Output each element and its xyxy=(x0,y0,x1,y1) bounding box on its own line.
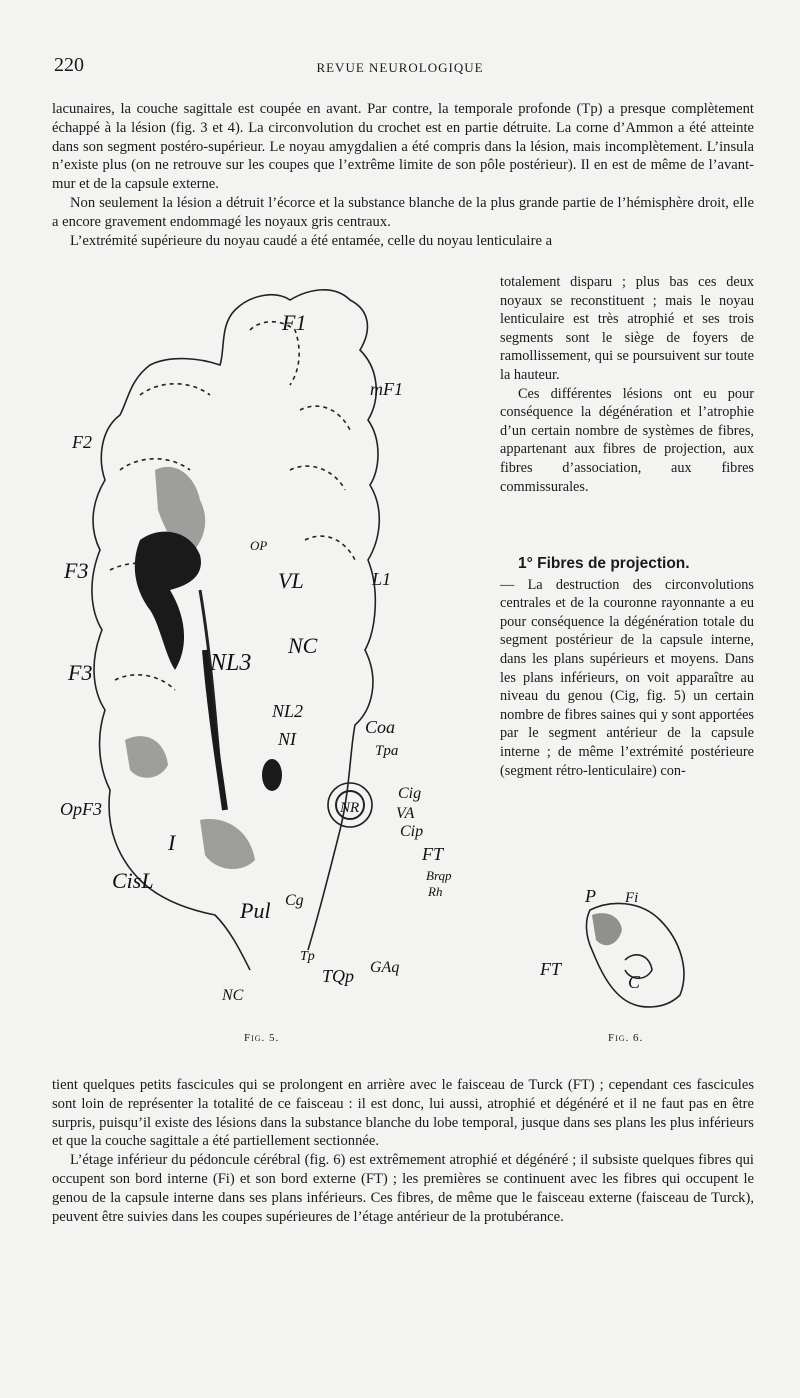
label: VA xyxy=(396,805,415,822)
label: CisL xyxy=(112,868,154,893)
paragraph: Ces différentes lésions ont eu pour conséquence la dégénération et l’atrophie d’un certain nombre de systèmes de fibres, appartenant aux fibres de projection, aux fibres d’association, aux fibres commissurales. xyxy=(500,385,754,495)
paragraph: — La destruction des circonvolutions centrales et de la couronne rayonnante a eu pour conséquence la dégénération totale du segment postérieur de la capsule interne, dans les plans supérieurs et moyens. Dans les plans inférieurs, on voit apparaître au niveau du genou (Cig, fig. 5) un certain nombre de fibres saines qui y sont apportées par le segment antérieur de la capsule interne ; de même l’extrémité postérieure (segment rétro-lenticulaire) con- xyxy=(500,576,754,779)
running-head: REVUE NEUROLOGIQUE xyxy=(316,60,484,75)
right-column-a xyxy=(500,273,754,496)
paragraph: L’extrémité supérieure du noyau caudé a été entamée, celle du noyau lenticulaire a xyxy=(70,232,553,249)
label: Pul xyxy=(240,898,271,923)
label: Cig xyxy=(398,785,422,802)
label: C xyxy=(628,972,641,992)
label: NR xyxy=(340,800,360,816)
label: VL xyxy=(278,568,304,593)
label: Cg xyxy=(285,892,304,909)
label: F2 xyxy=(72,432,92,452)
figure-6-caption: Fig. 6. xyxy=(608,1032,644,1044)
label: Tpa xyxy=(375,743,399,759)
figure-6-peduncle xyxy=(530,870,730,1020)
figure-5-brain-section xyxy=(50,270,490,1010)
label: Brqp xyxy=(426,868,452,883)
figure-5-caption: Fig. 5. xyxy=(244,1032,280,1044)
top-text xyxy=(52,100,754,250)
label: Rh xyxy=(428,884,443,899)
label: Cip xyxy=(400,823,424,840)
paragraph: tient quelques petits fascicules qui se prolongent en arrière avec le faisceau de Turck (FT) ; cependant ces fascicules sont loin de représenter la totalité de ce faisceau : il est donc, lui aussi, atrophié et dégénéré et il ne faut pas en être surpris, puisqu’il existe des lésions dans la substance blanche du lobe temporal, jusque dans ses plans les plus inférieurs et que la couche sagittale a été partiellement sectionnée. xyxy=(52,1077,754,1150)
paragraph: L’étage inférieur du pédoncule cérébral (fig. 6) est extrêmement atrophié et dégénéré ; il subsiste quelques fibres qui occupent son bord interne (Fi) et son bord externe (FT) ; les premières se continuent avec les fibres qui occupent le genou de la capsule interne dans ses plans inférieurs. Ces fibres, de même que le faisceau externe (faisceau de Turck), peuvent être suivies dans les coupes supérieures de l’étage antérieur de la protubérance. xyxy=(52,1152,754,1225)
label: Fi xyxy=(625,890,639,906)
label: OpF3 xyxy=(60,799,102,819)
label: NI xyxy=(278,729,296,749)
label: TQp xyxy=(322,966,355,986)
section-heading: 1° Fibres de projection. xyxy=(518,555,690,572)
label: NL2 xyxy=(272,701,304,721)
label: mF1 xyxy=(370,379,403,399)
label: Tp xyxy=(300,949,315,964)
label: P xyxy=(585,886,596,906)
right-column-b xyxy=(500,555,754,780)
label: FT xyxy=(540,959,562,979)
label: I xyxy=(168,830,176,855)
paragraph: lacunaires, la couche sagittale est coupée en avant. Par contre, la temporale profonde (Tp) a presque complètement échappé à la lésion (fig. 3 et 4). La circonvolution du crochet est en partie détruite. La corne d’Ammon a été atteinte dans son segment postéro-supérieur. Le noyau amygdalien a été compris dans la lésion, mais incomplètement. L’insula n’existe plus (on ne retrouve sur les coupes que l’extrême limite de son pôle postérieur). Il en est de même de l’avant-mur et de la capsule externe. xyxy=(52,101,754,193)
label: FT xyxy=(422,844,444,864)
label: L1 xyxy=(372,569,392,589)
label: F3 xyxy=(64,558,89,583)
label: NC xyxy=(288,633,318,658)
label: NC xyxy=(222,987,244,1004)
label: Coa xyxy=(365,717,396,737)
paragraph: totalement disparu ; plus bas ces deux noyaux se reconstituent ; mais le noyau lenticulaire est très atrophié et ses trois segments sont le siège de foyers de ramollissement, qui se poursuivent sur toute la hauteur. xyxy=(500,274,754,383)
label: OP xyxy=(250,538,268,553)
paragraph: Non seulement la lésion a détruit l’écorce et la substance blanche de la plus grande partie de l’hémisphère droit, elle a encore gravement endommagé les noyaux gris centraux. xyxy=(52,194,754,230)
page-number: 220 xyxy=(54,54,84,76)
bottom-text xyxy=(52,1076,754,1226)
label: F1 xyxy=(282,310,307,335)
label: GAq xyxy=(370,959,400,976)
label: F3 xyxy=(68,660,93,685)
label: NL3 xyxy=(210,650,252,676)
